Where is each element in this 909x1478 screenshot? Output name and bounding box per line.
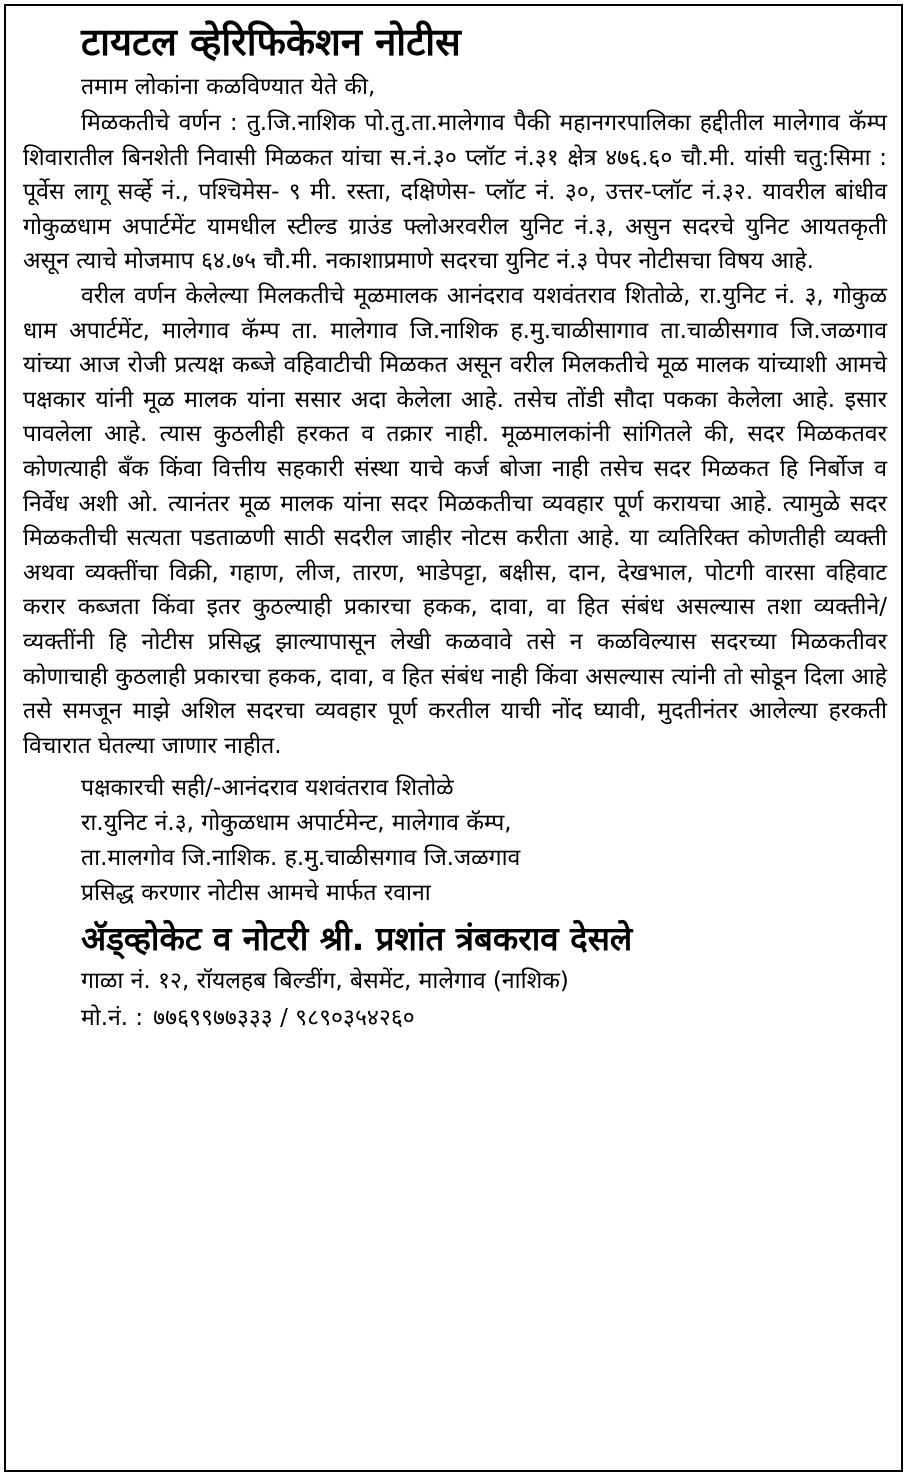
signature-line-district: ता.मालगोव जि.नाशिक. ह.मु.चाळीसगाव जि.जळगाव xyxy=(81,845,521,872)
advocate-mobile xyxy=(81,1000,887,1037)
advocate-address: गाळा नं. १२, रॉयलहब बिल्डींग, बेसमेंट, मालेगाव (नाशिक) xyxy=(81,968,569,995)
notice-title: टायटल व्हेरिफिकेशन नोटीस xyxy=(81,20,461,64)
owner-details-paragraph: वरील वर्णन केलेल्या मिलकतीचे मूळमालक आनंदराव यशवंतराव शितोळे, रा.युनिट नं. ३, गोकुळ धाम अपार्टमेंट, मालेगाव कॅम्प ता. मालेगाव जि.नाशिक ह.मु.चाळीसागाव ता.चाळीसगाव जि.जळगाव यांच्या आज रोजी प्रत्यक्ष कब्जे वहिवाटीची मिळकत असून वरील मिलकतीचे मूळ मालक यांच्याशी आमचे पक्षकार यांनी मूळ मालक यांना ससार अदा केलेला आहे. तसेच तोंडी सौदा पकका केलेला आहे. इसार पावलेला आहे. त्यास कुठलीही हरकत व तक्रार नाही. मूळमालकांनी सांगितले की, सदर मिळकतवर कोणत्याही बँक किंवा वित्तीय सहकारी संस्था याचे कर्ज बोजा नाही तसेच सदर मिळकत हि निर्बोज व निर्वेध अशी ओ. त्यानंतर मूळ मालक यांना सदर मिळकतीचा व्यवहार पूर्ण करायचा आहे. त्यामुळे सदर मिळकतीची सत्यता पडताळणी साठी सदरील जाहीर नोटस करीता आहे. या व्यतिरिक्त कोणतीही व्यक्ती अथवा व्यक्तींचा विक्री, गहाण, लीज, तारण, भाडेपट्टा, बक्षीस, दान, देखभाल, पोटगी वारसा वहिवाट करार कब्जता किंवा इतर कुठल्याही प्रकारचा हकक, दावा, वा हित संबंध असल्यास तशा व्यक्तीने/व्यक्तींनी हि नोटीस प्रसिद्ध झाल्यापासून लेखी कळवावे तसे न कळविल्यास सदरच्या मिळकतीवर कोणाचाही कुठलाही प्रकारचा हकक, दावा, व हित संबंध नाही किंवा असल्यास त्यांनी तो सोडून दिला आहे तसे समजून माझे अशिल सदरचा व्यवहार पूर्ण करतील याची नोंद घ्यावी, मुदतीनंतर आलेल्या हरकती विचारात घेतल्या जाणार नाहीत. xyxy=(23,282,887,759)
property-description-paragraph: मिळकतीचे वर्णन : तु.जि.नाशिक पो.तु.ता.मालेगाव पैकी महानगरपालिका हद्दीतील मालेगाव कॅम्प शिवारातील बिनशेती निवासी मिळकत यांचा स.नं.३० प्लॉट नं.३१ क्षेत्र ४७६.६० चौ.मी. यांसी चतु:सिमा : पूर्वेस लागू सर्व्हे नं., पश्चिमेस- ९ मी. रस्ता, दक्षिणेस- प्लॉट नं. ३०, उत्तर-प्लॉट नं.३२. यावरील बांधीव गोकुळधाम अपार्टमेंट यामधील स्टील्ड ग्राउंड फ्लोअरवरील युनिट नं.३, असुन सदरचे युनिट आयतकृती असून त्याचे मोजमाप ६४.७५ चौ.मी. नकाशाप्रमाणे सदरचा युनिट नं.३ पेपर नोटीसचा विषय आहे. xyxy=(23,110,887,275)
notice-greeting: तमाम लोकांना कळविण्यात येते की, xyxy=(81,74,376,100)
advocate-name: ॲड्व्होकेट व नोटरी श्री. प्रशांत त्रंबकराव देसले xyxy=(81,919,633,959)
signature-line-publication: प्रसिद्ध करणार नोटीस आमचे मार्फत रवाना xyxy=(81,880,431,907)
mobile-numbers: ७७६९९७७३३३ / ९८९०३५४२६० xyxy=(153,1005,415,1032)
signature-block xyxy=(23,771,887,911)
mobile-label: मो.नं. : xyxy=(81,1005,144,1032)
signature-line-address: रा.युनिट नं.३, गोकुळधाम अपार्टमेन्ट, मालेगाव कॅम्प, xyxy=(81,810,512,837)
notice-page xyxy=(4,4,903,1472)
signature-line-client: पक्षकारची सही/-आनंदराव यशवंतराव शितोळे xyxy=(81,775,454,802)
